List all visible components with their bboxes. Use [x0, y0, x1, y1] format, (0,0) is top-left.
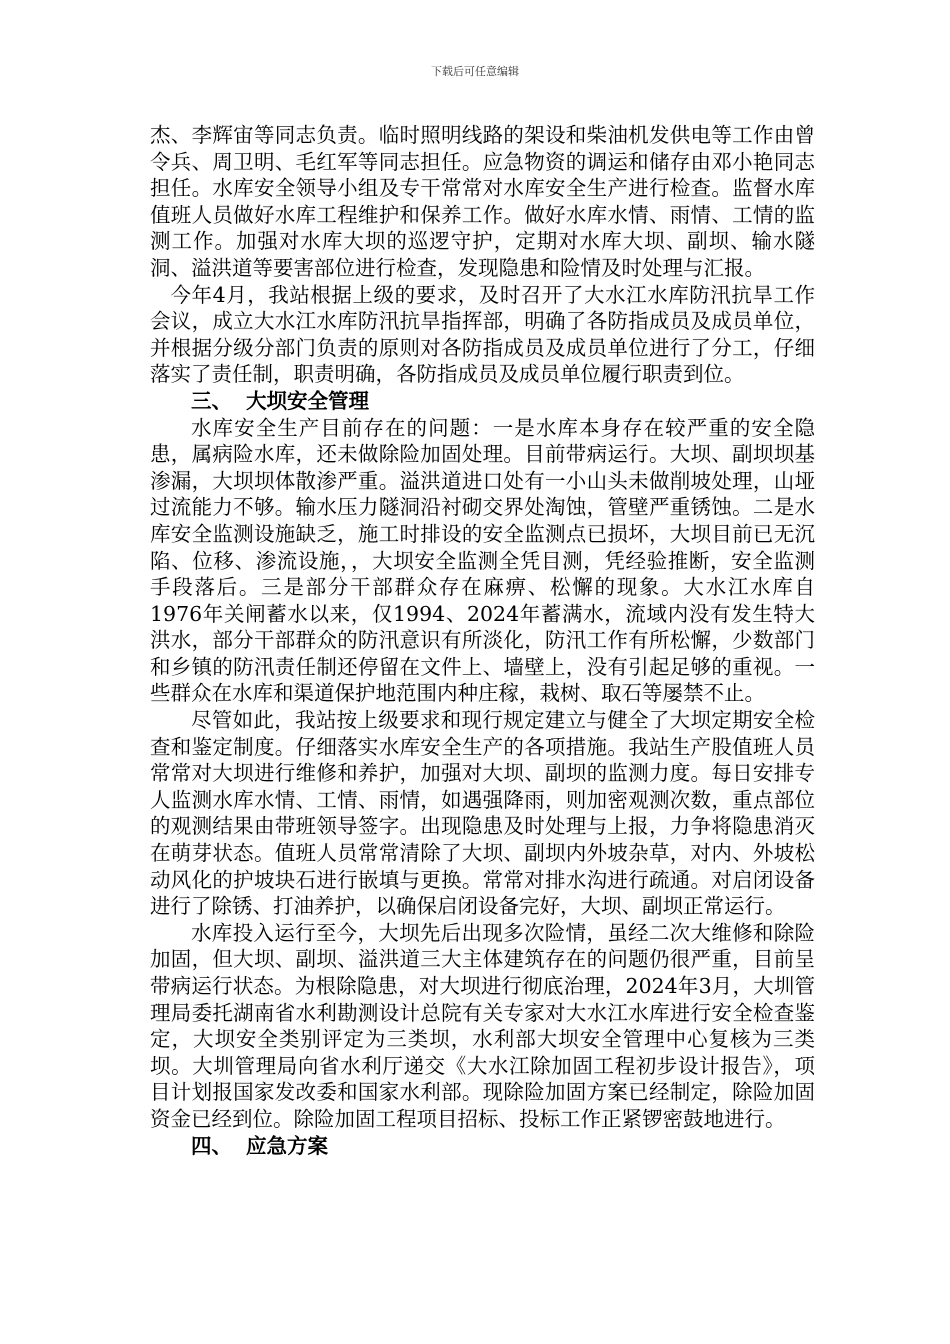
paragraph: 水库安全生产目前存在的问题：一是水库本身存在较严重的安全隐患，属病险水库，还未做除险加固处理。目前带病运行。大坝、副坝坝基渗漏，大坝坝体散渗严重。溢洪道进口处有一小山头未做削坡处理，山垭过流能力不够。输水压力隧洞沿衬砌交界处淘蚀，管壁严重锈蚀。二是水库安全监测设施缺乏，施工时排设的安全监测点已损坏，大坝目前已无沉陷、位移、渗流设施，，大坝安全监测全凭目测，凭经验推断，安全监测手段落后。三是部分干部群众存在麻痹、松懈的现象。大水江水库自1976年关闸蓄水以来，仅1994、2024年蓄满水，流域内没有发生特大洪水，部分干部群众的防汛意识有所淡化，防汛工作有所松懈，少数部门和乡镇的防汛责任制还停留在文件上、墙壁上，没有引起足够的重视。一些群众在水库和渠道保护地范围内种庄稼，栽树、取石等屡禁不止。: [150, 415, 815, 706]
paragraph: 尽管如此，我站按上级要求和现行规定建立与健全了大坝定期安全检查和鉴定制度。仔细落实水库安全生产的各项措施。我站生产股值班人员常常对大坝进行维修和养护，加强对大坝、副坝的监测力度。每日安排专人监测水库水情、工情、雨情，如遇强降雨，则加密观测次数，重点部位的观测结果由带班领导签字。出现隐患及时处理与上报，力争将隐患消灭在萌芽状态。值班人员常常清除了大坝、副坝内外坡杂草，对内、外坡松动风化的护坡块石进行嵌填与更换。常常对排水沟进行疏通。对启闭设备进行了除锈、打油养护，以确保启闭设备完好，大坝、副坝正常运行。: [150, 708, 815, 919]
section-title: 应急方案: [246, 1133, 328, 1158]
paragraph: 水库投入运行至今，大坝先后出现多次险情，虽经二次大维修和除险加固，但大坝、副坝、溢洪道三大主体建筑存在的问题仍很严重，目前呈带病运行状态。为根除隐患，对大坝进行彻底治理，2024年3月，大圳管理局委托湖南省水利勘测设计总院有关专家对大水江水库进行安全检查鉴定，大坝安全类别评定为三类坝，水利部大坝安全管理中心复核为三类坝。大圳管理局向省水利厅递交《大水江除加固工程初步设计报告》，项目计划报国家发改委和国家水利部。现除险加固方案已经制定，除险加固资金已经到位。除险加固工程项目招标、投标工作正紧锣密鼓地进行。: [150, 920, 815, 1131]
section-number: 三、: [191, 388, 232, 413]
section-heading: [150, 1133, 815, 1160]
page-header: 下载后可任意编辑: [431, 65, 519, 78]
paragraph: 今年4月，我站根据上级的要求，及时召开了大水江水库防汛抗旱工作会议，成立大水江水库防汛抗旱指挥部，明确了各防指成员及成员单位，并根据分级分部门负责的原则对各防指成员及成员单位进行了分工，仔细落实了责任制，职责明确，各防指成员及成员单位履行职责到位。: [150, 282, 815, 387]
section-number: 四、: [191, 1133, 232, 1158]
section-heading: [150, 388, 815, 415]
section-title: 大坝安全管理: [246, 388, 369, 413]
document-body: [150, 122, 815, 1159]
paragraph: 杰、李辉宙等同志负责。临时照明线路的架设和柴油机发供电等工作由曾令兵、周卫明、毛红军等同志担任。应急物资的调运和储存由邓小艳同志担任。水库安全领导小组及专干常常对水库安全生产进行检查。监督水库值班人员做好水库工程维护和保养工作。做好水库水情、雨情、工情的监测工作。加强对水库大坝的巡逻守护，定期对水库大坝、副坝、输水隧洞、溢洪道等要害部位进行检查，发现隐患和险情及时处理与汇报。: [150, 123, 815, 280]
